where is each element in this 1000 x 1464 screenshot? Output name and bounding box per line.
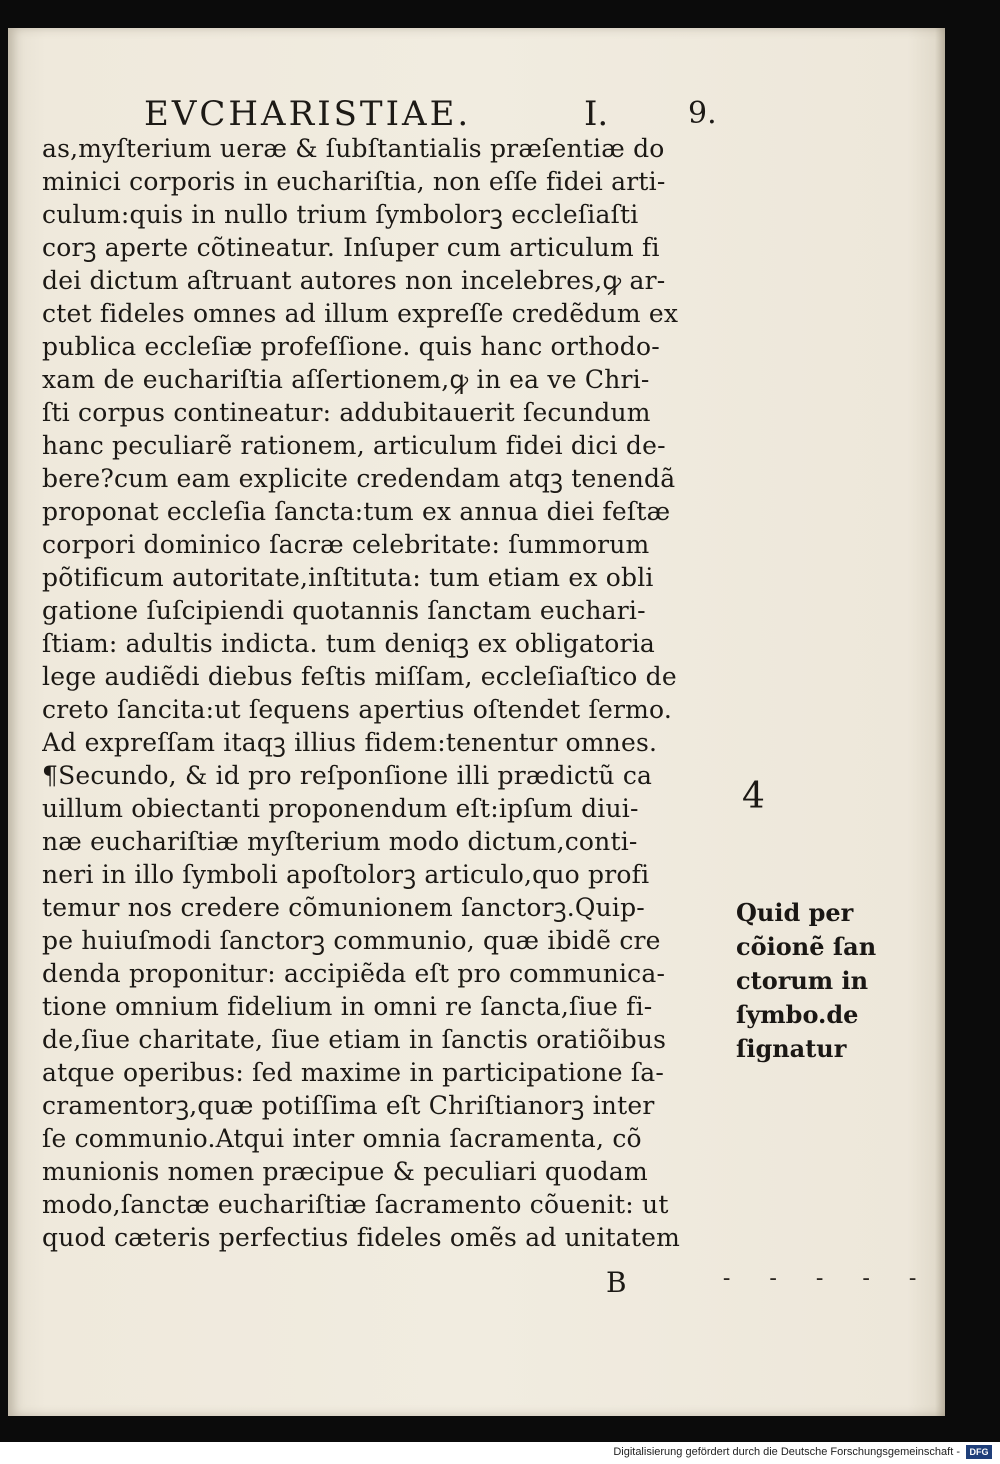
- text-line: ¶Secundo, & id pro reſponſione illi prædictũ ca: [42, 761, 653, 790]
- text-line: dei dictum aſtruant autores non incelebres,ꝙ ar-: [42, 266, 666, 295]
- text-line: ſe communio.Atqui inter omnia ſacramenta, cõ: [42, 1124, 642, 1153]
- text-line: cramentorꝫ,quæ potiſſima eſt Chriſtianorꝫ inter: [42, 1091, 655, 1120]
- text-line: xam de euchariſtia aſſertionem,ꝙ in ea ve Chri-: [42, 365, 650, 394]
- text-line: næ euchariſtiæ myſterium modo dictum,conti-: [42, 827, 638, 856]
- text-line: hanc peculiarẽ rationem, articulum fidei dici de-: [42, 431, 666, 460]
- text-line: põtificum autoritate,inſtituta: tum etiam ex obli: [42, 563, 654, 592]
- text-line: pe huiuſmodi ſanctorꝫ communio, quæ ibidẽ cre: [42, 926, 661, 955]
- marginal-note-line: Quid per: [736, 898, 854, 927]
- text-line: gatione ſuſcipiendi quotannis ſanctam euchari-: [42, 596, 646, 625]
- running-title: EVCHARISTIAE.: [144, 94, 472, 134]
- book-page: [8, 28, 945, 1416]
- marginal-note-line: ctorum in: [736, 966, 869, 995]
- book-number: I.: [584, 94, 609, 134]
- text-line: minici corporis in euchariſtia, non eſſe fidei arti-: [42, 167, 666, 196]
- footer-bar: [0, 1442, 1000, 1464]
- text-line: culum:quis in nullo trium ſymbolorꝫ eccleſiaſti: [42, 200, 639, 229]
- text-line: modo,ſanctæ euchariſtiæ ſacramento cõuenit: ut: [42, 1190, 669, 1219]
- marginal-note-line: ſymbo.de: [736, 1000, 859, 1029]
- text-line: Ad expreſſam itaqꝫ illius fidem:tenentur omnes.: [42, 728, 658, 757]
- page-edge-shadow: [935, 28, 945, 1416]
- marginal-note-line: ſignatur: [736, 1034, 847, 1063]
- signature-mark: B: [606, 1266, 627, 1299]
- text-line: ſti corpus contineatur: addubitauerit ſecundum: [42, 398, 651, 427]
- text-line: ctet fideles omnes ad illum expreſſe credẽdum ex: [42, 299, 679, 328]
- folio-number: 9.: [688, 96, 717, 131]
- text-line: ſtiam: adultis indicta. tum deniqꝫ ex obligatoria: [42, 629, 656, 658]
- catchword-dash-trail: - - - - -: [720, 1266, 930, 1291]
- text-line: publica eccleſiæ profeſſione. quis hanc orthodo-: [42, 332, 660, 361]
- text-line: neri in illo ſymboli apoſtolorꝫ articulo,quo profi: [42, 860, 650, 889]
- text-line: denda proponitur: accipiẽda eſt pro communica-: [42, 959, 666, 988]
- text-line: proponat eccleſia ſancta:tum ex annua diei feſtæ: [42, 497, 671, 526]
- text-line: creto ſancita:ut ſequens apertius oſtendet ſermo.: [42, 695, 673, 724]
- dfg-logo-icon[interactable]: DFG: [966, 1445, 992, 1459]
- text-line: lege audiẽdi diebus feſtis miſſam, eccleſiaſtico de: [42, 662, 677, 691]
- text-line: de,ſiue charitate, ſiue etiam in ſanctis oratiõibus: [42, 1025, 667, 1054]
- text-line: temur nos credere cõmunionem ſanctorꝫ.Quip-: [42, 893, 645, 922]
- marginal-note: [736, 896, 886, 1066]
- text-line: quod cæteris perfectius fideles omẽs ad unitatem: [42, 1223, 680, 1252]
- text-line: tione omnium fidelium in omni re ſancta,ſiue fi-: [42, 992, 653, 1021]
- marginal-note-line: cõionẽ ſan: [736, 932, 877, 961]
- funding-credit: Digitalisierung gefördert durch die Deutsche Forschungsgemeinschaft -: [613, 1446, 960, 1458]
- marginal-section-number: 4: [742, 776, 765, 817]
- text-line: uillum obiectanti proponendum eſt:ipſum diui-: [42, 794, 639, 823]
- text-line: munionis nomen præcipue & peculiari quodam: [42, 1157, 648, 1186]
- text-line: atque operibus: ſed maxime in participatione ſa-: [42, 1058, 665, 1087]
- text-line: as,myſterium ueræ & ſubſtantialis præſentiæ do: [42, 134, 665, 163]
- body-text: [42, 132, 732, 1254]
- text-line: bere?cum eam explicite credendam atqꝫ tenendã: [42, 464, 676, 493]
- text-line: corꝫ aperte cõtineatur. Inſuper cum articulum fi: [42, 233, 660, 262]
- text-line: corpori dominico ſacræ celebritate: ſummorum: [42, 530, 650, 559]
